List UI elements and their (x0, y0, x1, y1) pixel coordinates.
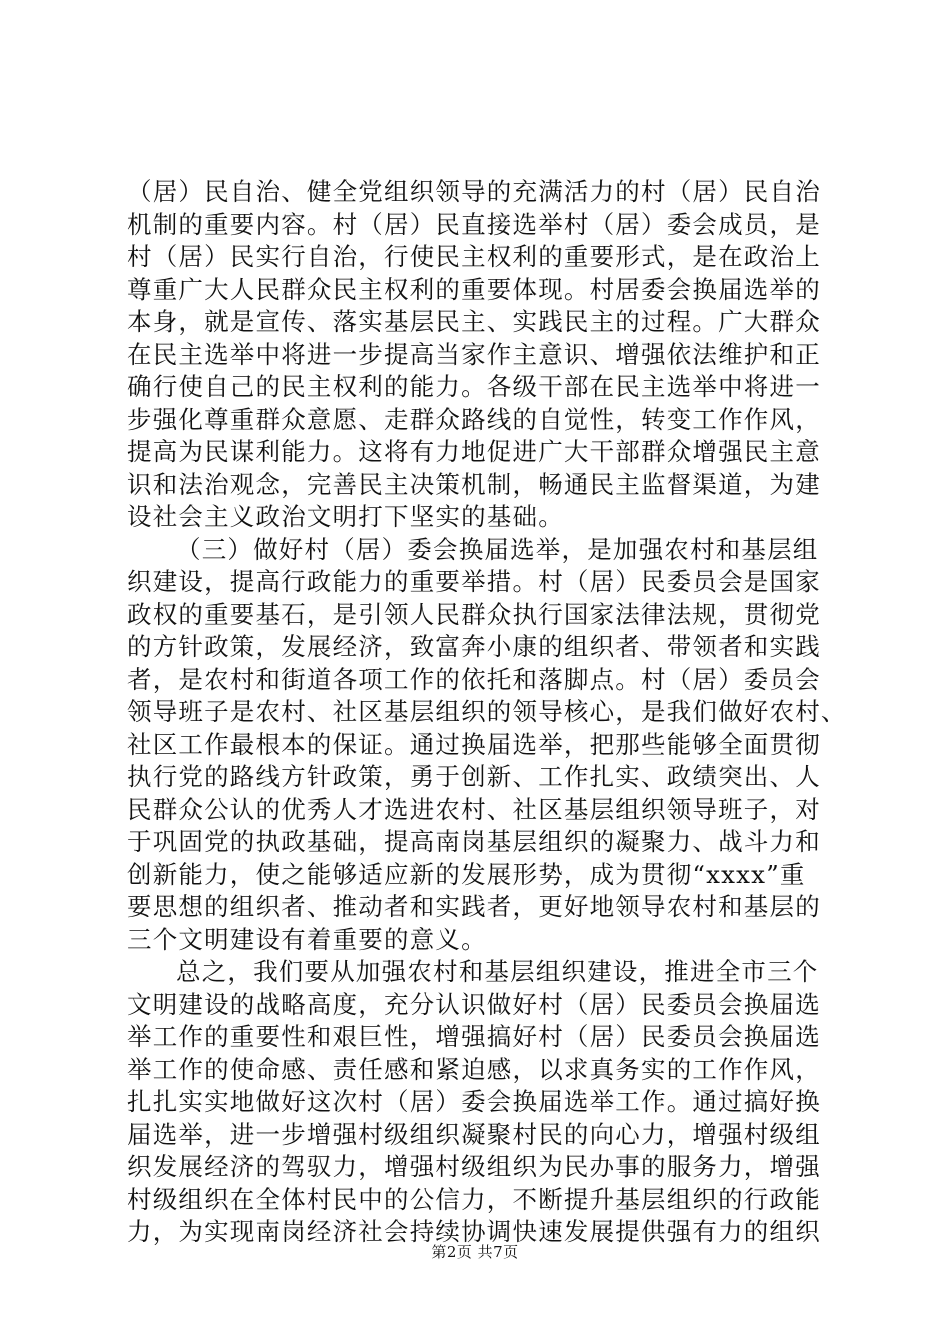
text-line: 尊重广大人民群众民主权利的重要体现。村居委会换届选举的 (127, 274, 821, 304)
text-line: 村（居）民实行自治，行使民主权利的重要形式，是在政治上 (127, 242, 821, 271)
text-line: 要思想的组织者、推动者和实践者，更好地领导农村和基层的 (127, 892, 821, 921)
text-line: 力，为实现南岗经济社会持续协调快速发展提供强有力的组织 (127, 1217, 821, 1246)
text-line: 举工作的使命感、责任感和紧迫感，以求真务实的工作作风， (127, 1054, 821, 1084)
text-line: 举工作的重要性和艰巨性，增强搞好村（居）民委员会换届选 (127, 1022, 821, 1051)
text-line: 织建设，提高行政能力的重要举措。村（居）民委员会是国家 (127, 567, 821, 596)
text-line: 机制的重要内容。村（居）民直接选举村（居）委会成员，是 (127, 209, 821, 239)
text-line: 于巩固党的执政基础，提高南岗基层组织的凝聚力、战斗力和 (127, 827, 821, 856)
paragraph-first-line: 总之，我们要从加强农村和基层组织建设，推进全市三个 (176, 957, 819, 986)
body-text (127, 176, 847, 1249)
text-line: 设社会主义政治文明打下坚实的基础。 (127, 502, 564, 531)
text-line: 创新能力，使之能够适应新的发展形势，成为贯彻“xxxx”重 (127, 859, 806, 889)
text-line: 者，是农村和街道各项工作的依托和落脚点。村（居）委员会 (127, 664, 821, 694)
text-line: 确行使自己的民主权利的能力。各级干部在民主选举中将进一 (127, 372, 821, 401)
text-line: 政权的重要基石，是引领人民群众执行国家法律法规，贯彻党 (127, 599, 821, 629)
text-line: 届选举，进一步增强村级组织凝聚村民的向心力，增强村级组 (127, 1119, 821, 1149)
text-line: 文明建设的战略高度，充分认识做好村（居）民委员会换届选 (127, 989, 821, 1019)
text-line: （居）民自治、健全党组织领导的充满活力的村（居）民自治 (127, 177, 821, 206)
text-line: 的方针政策，发展经济，致富奔小康的组织者、带领者和实践 (127, 632, 821, 661)
text-line: 步强化尊重群众意愿、走群众路线的自觉性，转变工作作风， (127, 404, 821, 434)
text-line: 识和法治观念，完善民主决策机制，畅通民主监督渠道，为建 (127, 469, 821, 499)
paragraph-first-line: （三）做好村（居）委会换届选举，是加强农村和基层组 (176, 534, 819, 564)
page-number-footer: 第2页 共7页 (431, 1243, 519, 1261)
text-line: 在民主选举中将进一步提高当家作主意识、增强依法维护和正 (127, 339, 821, 369)
text-line: 三个文明建设有着重要的意义。 (127, 924, 487, 954)
text-line: 本身，就是宣传、落实基层民主、实践民主的过程。广大群众 (127, 307, 821, 336)
text-line: 扎扎实实地做好这次村（居）委会换届选举工作。通过搞好换 (127, 1087, 821, 1116)
text-line: 社区工作最根本的保证。通过换届选举，把那些能够全面贯彻 (127, 729, 821, 759)
text-line: 织发展经济的驾驭力，增强村级组织为民办事的服务力，增强 (127, 1152, 821, 1181)
text-line: 领导班子是农村、社区基层组织的领导核心，是我们做好农村、 (127, 697, 847, 726)
text-line: 执行党的路线方针政策，勇于创新、工作扎实、政绩突出、人 (127, 762, 821, 791)
text-line: 民群众公认的优秀人才选进农村、社区基层组织领导班子，对 (127, 794, 821, 824)
text-line: 村级组织在全体村民中的公信力，不断提升基层组织的行政能 (127, 1184, 821, 1214)
text-line: 提高为民谋利能力。这将有力地促进广大干部群众增强民主意 (127, 437, 821, 466)
